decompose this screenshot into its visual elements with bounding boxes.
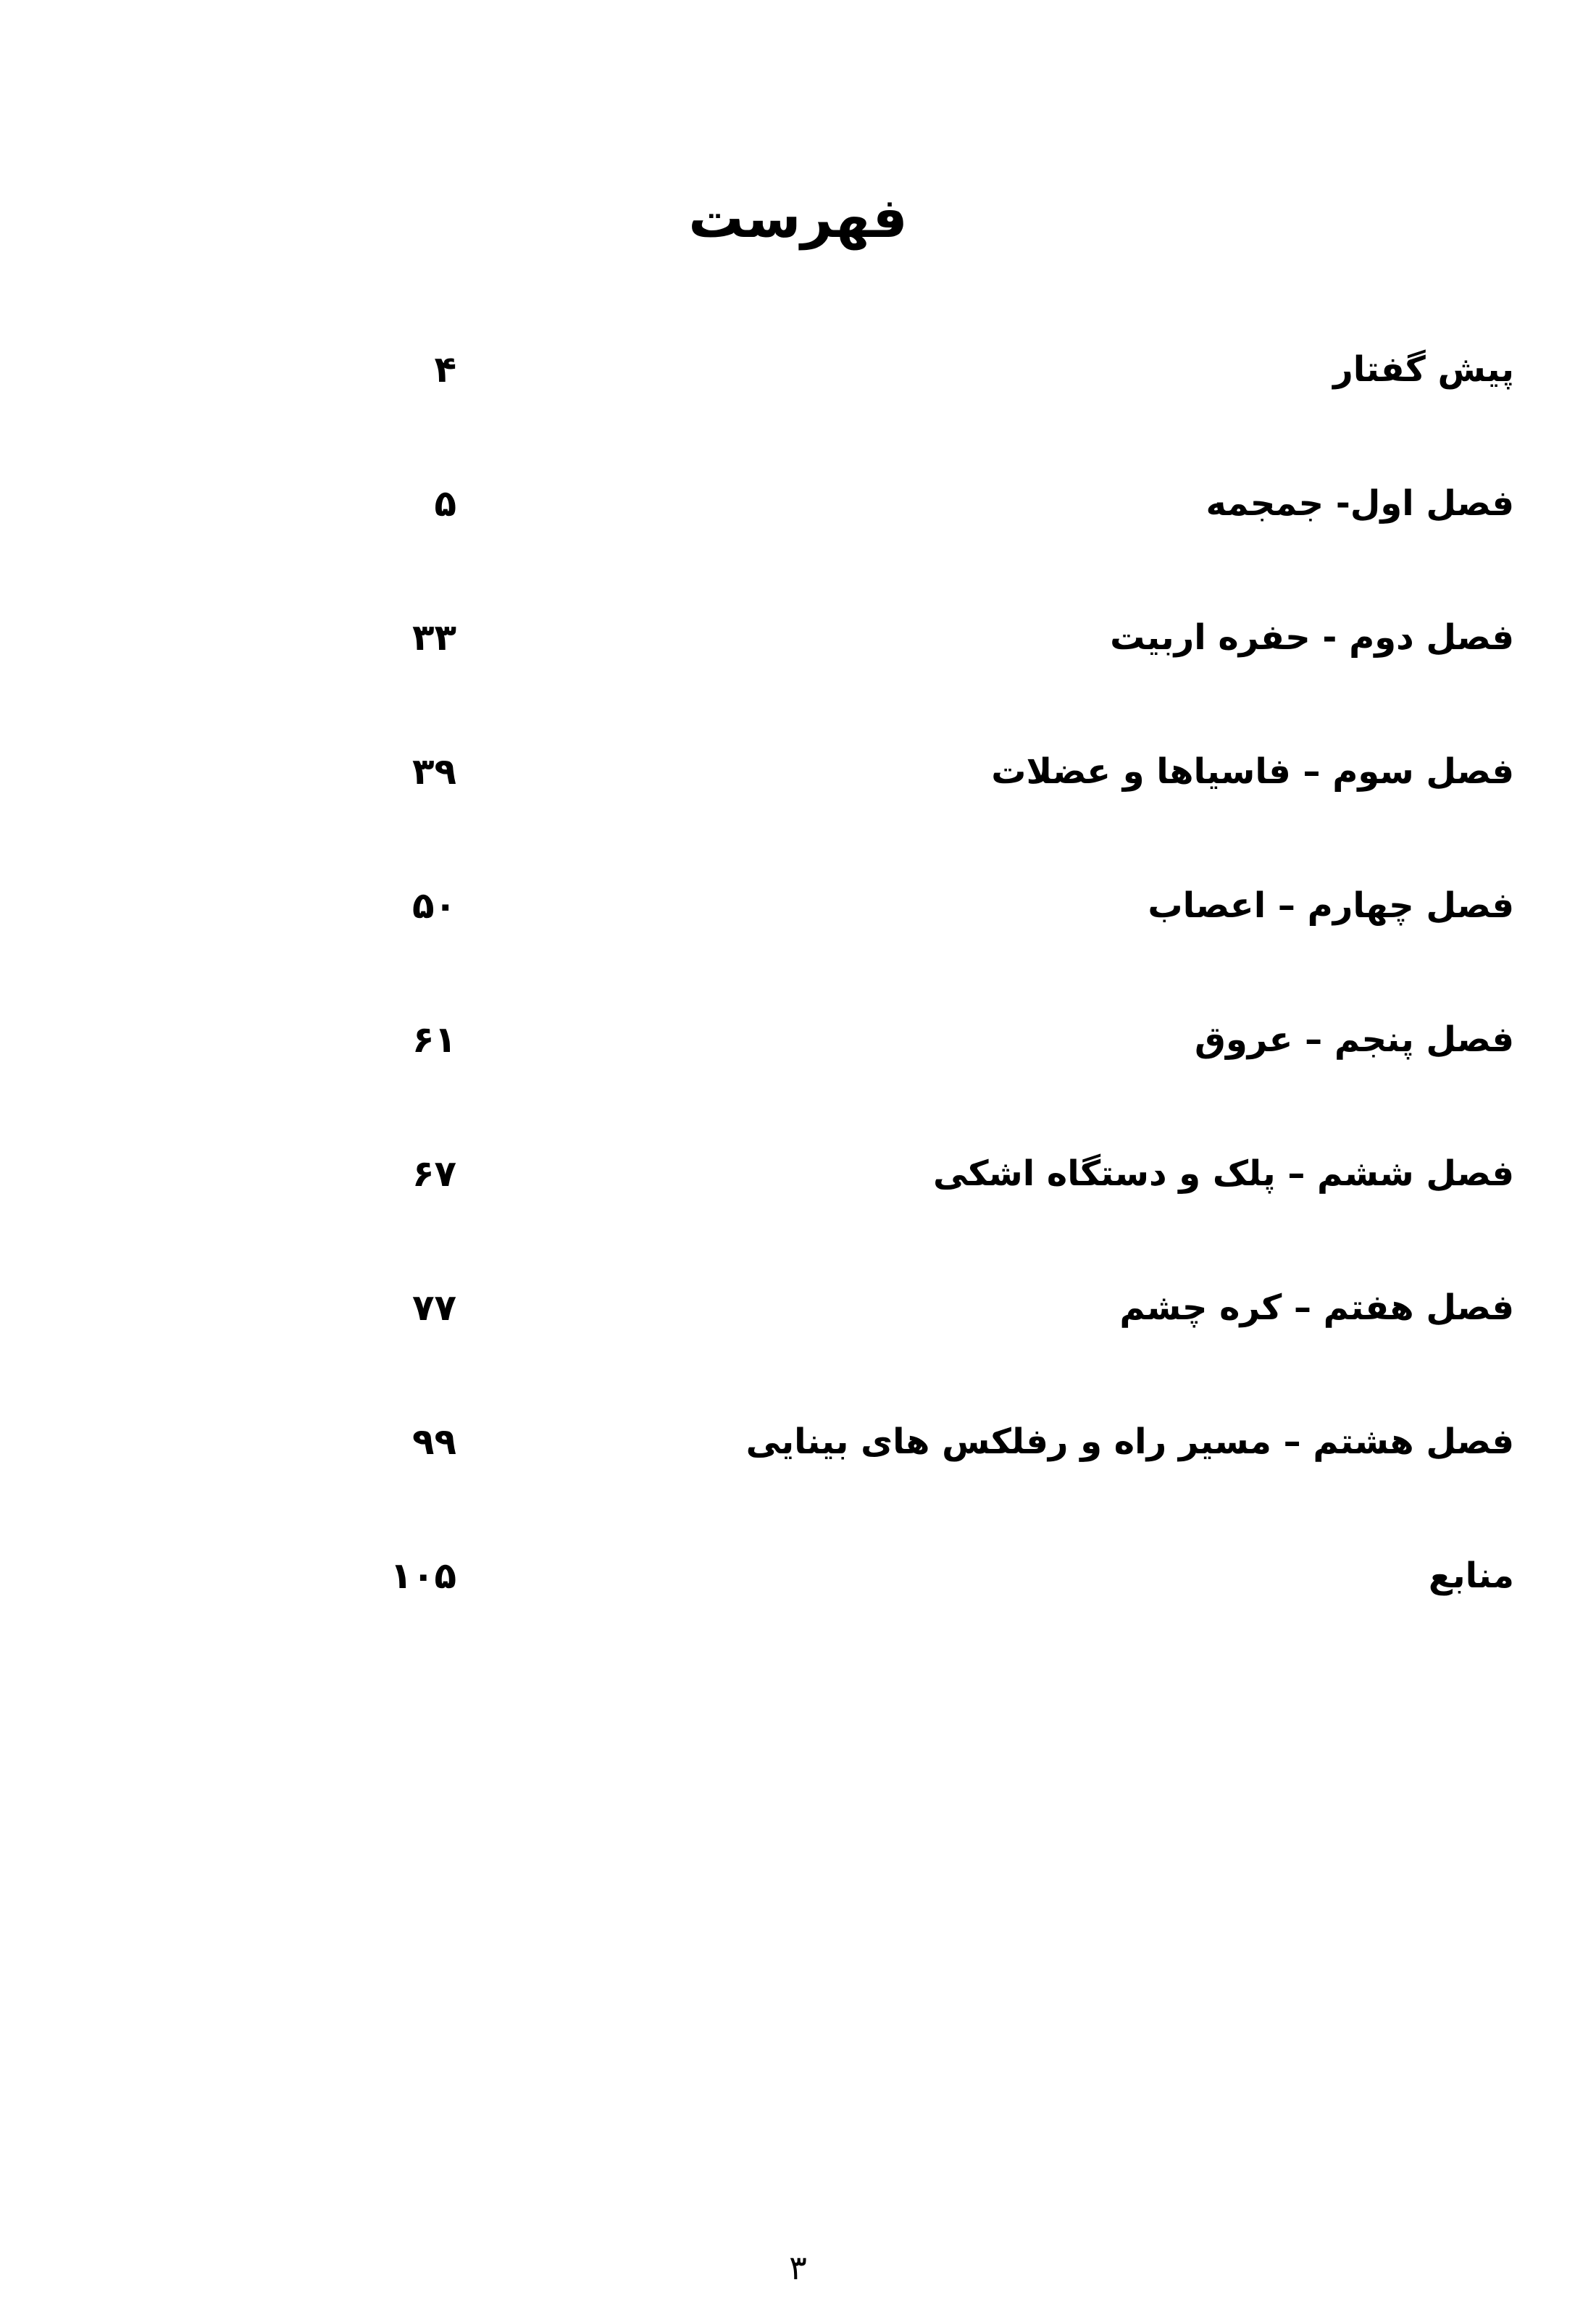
page-number: ۳ (789, 2248, 807, 2287)
toc-label: فصل سوم – فاسیاها و عضلات (991, 751, 1514, 792)
toc-page-number: ۶۷ (411, 1153, 456, 1195)
toc-label: فصل دوم - حفره اربیت (1110, 617, 1514, 658)
toc-row-chapter-3 (377, 743, 1514, 877)
toc-page-number: ۳۳ (411, 617, 456, 659)
toc-page-number: ۹۹ (411, 1421, 456, 1463)
toc-label: فصل هشتم – مسیر راه و رفلکس های بینایی (745, 1421, 1514, 1462)
toc-row-chapter-5 (377, 1011, 1514, 1145)
toc-label: پیش گفتار (1333, 349, 1514, 390)
toc-row-chapter-1 (377, 475, 1514, 609)
toc-row-chapter-4 (377, 877, 1514, 1011)
toc-row-chapter-6 (377, 1145, 1514, 1279)
toc-page-number: ۱۰۵ (390, 1555, 456, 1597)
toc-row-references (377, 1547, 1514, 1681)
toc-page-number: ۶۱ (411, 1019, 456, 1061)
toc-label: فصل ششم – پلک و دستگاه اشکی (933, 1153, 1514, 1194)
toc-page-number: ۷۷ (411, 1287, 456, 1329)
toc-page-number: ۴ (434, 348, 456, 390)
page-title: فهرست (688, 185, 908, 250)
toc-row-chapter-7 (377, 1279, 1514, 1413)
table-of-contents (377, 341, 1514, 1681)
toc-page-number: ۵۰ (411, 885, 456, 927)
toc-page-number: ۵ (434, 483, 456, 525)
toc-label: فصل پنجم – عروق (1195, 1019, 1514, 1060)
toc-row-foreword (377, 341, 1514, 475)
toc-page-number: ۳۹ (411, 751, 456, 793)
toc-label: فصل اول- جمجمه (1206, 483, 1514, 524)
toc-label: فصل هفتم – کره چشم (1119, 1287, 1514, 1328)
toc-label: منابع (1428, 1555, 1514, 1596)
toc-row-chapter-2 (377, 609, 1514, 743)
toc-label: فصل چهارم – اعصاب (1148, 885, 1514, 926)
toc-row-chapter-8 (377, 1413, 1514, 1547)
